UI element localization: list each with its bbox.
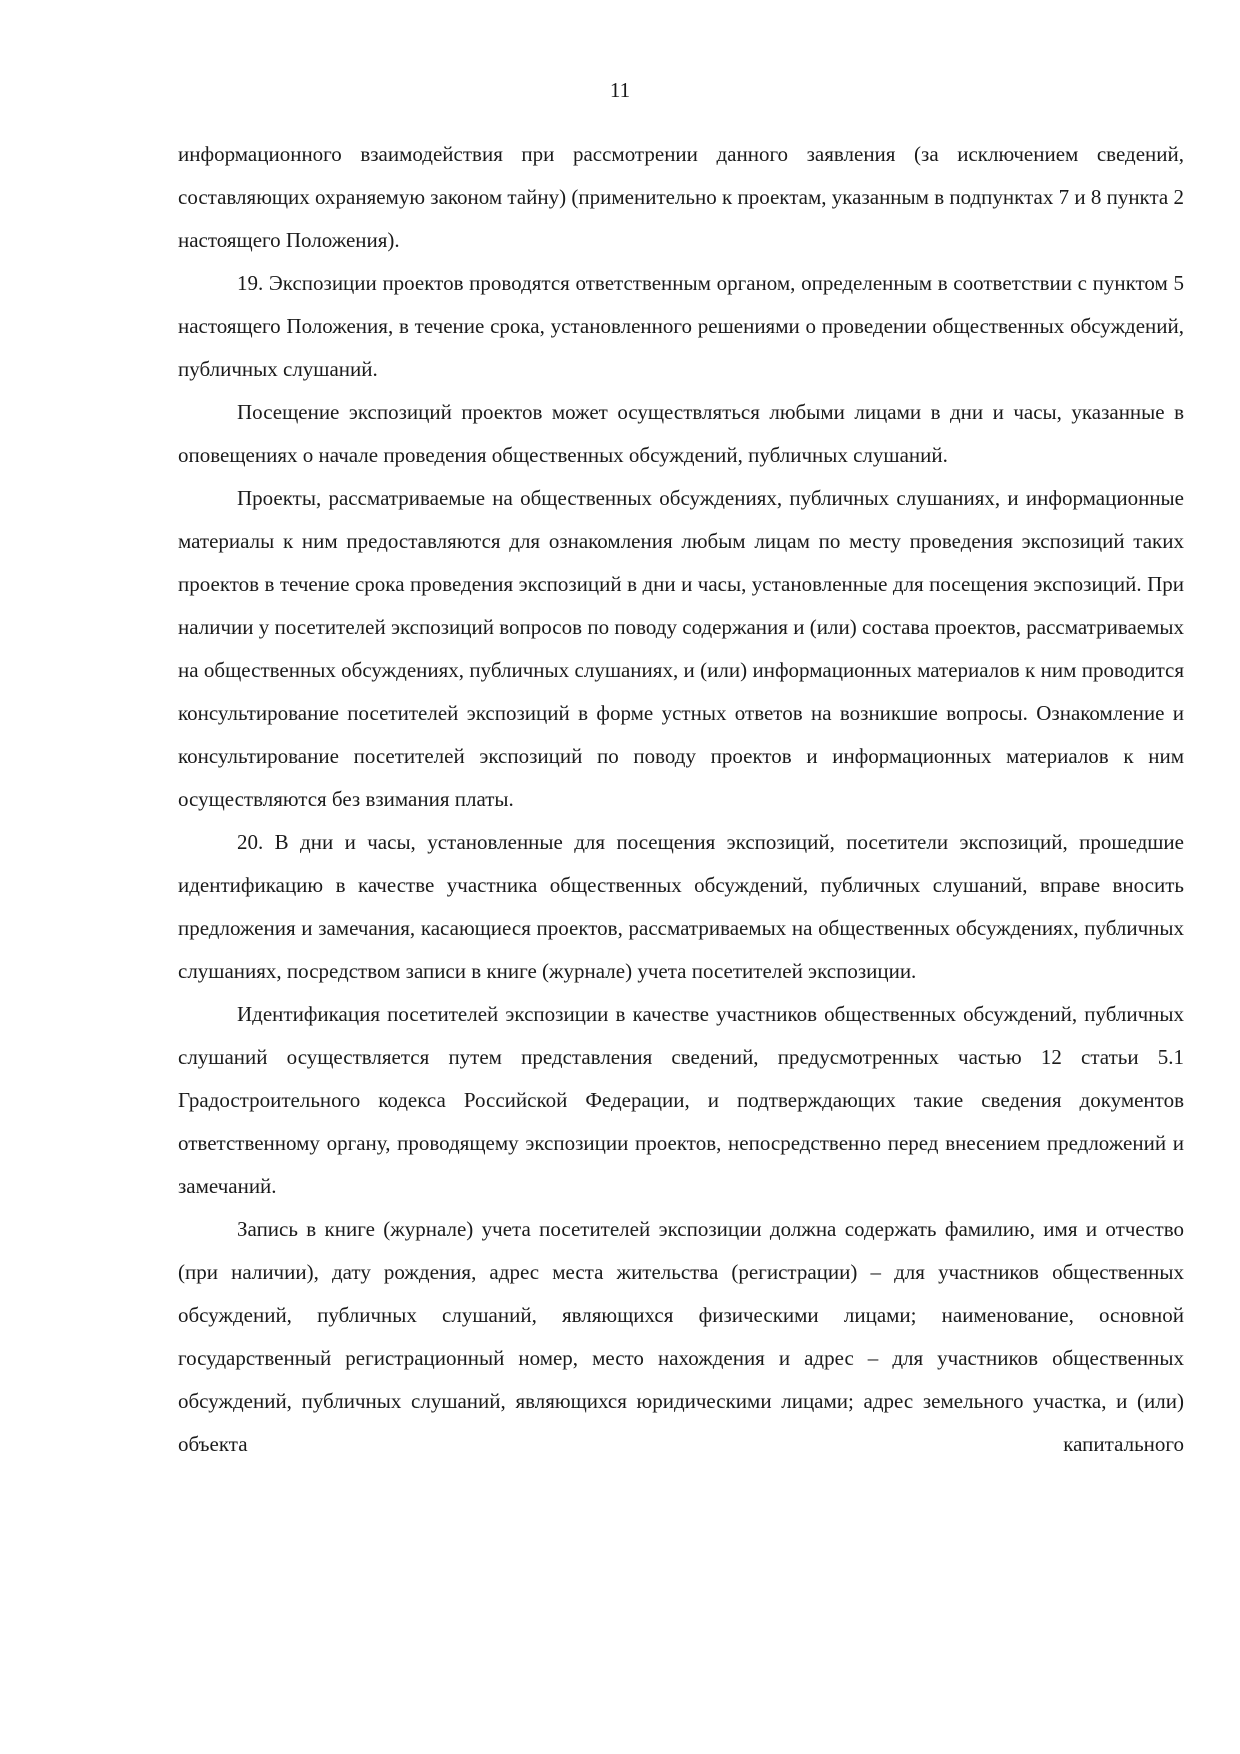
paragraph-item-20: 20. В дни и часы, установленные для посещения экспозиций, посетители экспозиций, прошедшие идентификацию в качестве участника общественных обсуждений, публичных слушаний, вправе вносить предложения и замечания, касающиеся проектов, рассматриваемых на общественных обсуждениях, публичных слушаниях, посредством записи в книге (журнале) учета посетителей экспозиции. <box>178 830 1184 983</box>
paragraph-item-19: 19. Экспозиции проектов проводятся ответственным органом, определенным в соответствии с пунктом 5 настоящего Положения, в течение срока, установленного решениями о проведении общественных обсуждений, публичных слушаний. <box>178 271 1184 381</box>
paragraph-visiting-expositions: Посещение экспозиций проектов может осуществляться любыми лицами в дни и часы, указанные в оповещениях о начале проведения общественных обсуждений, публичных слушаний. <box>178 400 1184 467</box>
paragraph-projects-consultation: Проекты, рассматриваемые на общественных обсуждениях, публичных слушаниях, и информационные материалы к ним предоставляются для ознакомления любым лицам по месту проведения экспозиций таких проектов в течение срока проведения экспозиций в дни и часы, установленные для посещения экспозиций. При наличии у посетителей экспозиций вопросов по поводу содержания и (или) состава проектов, рассматриваемых на общественных обсуждениях, публичных слушаниях, и (или) информационных материалов к ним проводится консультирование посетителей экспозиций в форме устных ответов на возникшие вопросы. Ознакомление и консультирование посетителей экспозиций по поводу проектов и информационных материалов к ним осуществляются без взимания платы. <box>178 486 1184 811</box>
paragraph-journal-record: Запись в книге (журнале) учета посетителей экспозиции должна содержать фамилию, имя и отчество (при наличии), дату рождения, адрес места жительства (регистрации) – для участников общественных обсуждений, публичных слушаний, являющихся физическими лицами; наименование, основной государственный регистрационный номер, место нахождения и адрес – для участников общественных обсуждений, публичных слушаний, являющихся юридическими лицами; адрес земельного участка, и (или) объекта капитального <box>178 1217 1184 1456</box>
page-number: 11 <box>609 78 631 102</box>
paragraph-identification: Идентификация посетителей экспозиции в качестве участников общественных обсуждений, публичных слушаний осуществляется путем представления сведений, предусмотренных частью 12 статьи 5.1 Градостроительного кодекса Российской Федерации, и подтверждающих такие сведения документов ответственному органу, проводящему экспозиции проектов, непосредственно перед внесением предложений и замечаний. <box>178 1002 1184 1198</box>
paragraph-continuation: информационного взаимодействия при рассмотрении данного заявления (за исключением сведений, составляющих охраняемую законом тайну) (применительно к проектам, указанным в подпунктах 7 и 8 пункта 2 настоящего Положения). <box>178 142 1184 252</box>
document-body <box>178 133 1184 1466</box>
